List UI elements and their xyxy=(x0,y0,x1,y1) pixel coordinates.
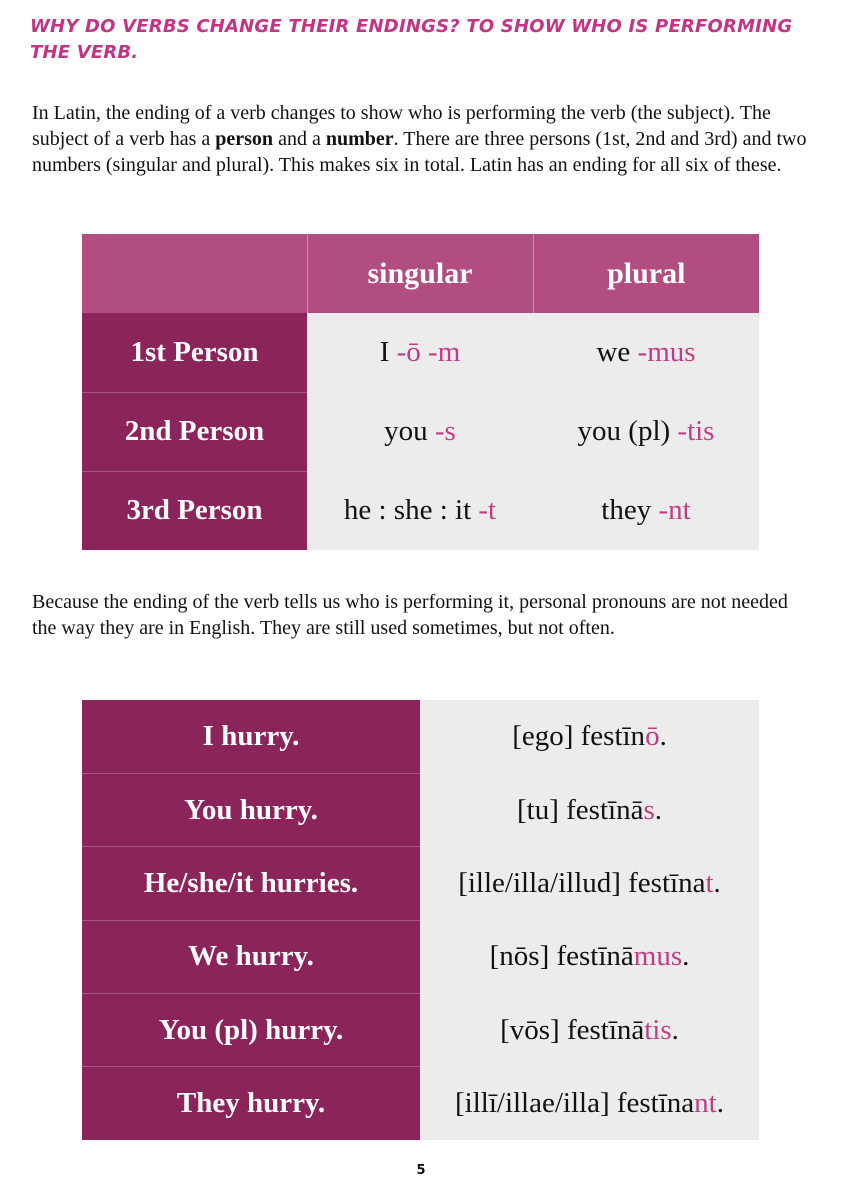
cell-1st-plural xyxy=(533,313,759,392)
cell-1st-singular xyxy=(307,313,533,392)
intro-paragraph xyxy=(32,100,812,178)
table-row xyxy=(82,847,759,920)
intro-text-2: and a xyxy=(273,128,326,150)
cell-3rd-singular xyxy=(307,471,533,550)
row-header-3rd-person: 3rd Person xyxy=(82,471,307,550)
latin-sentence xyxy=(420,847,759,920)
english-sentence: We hurry. xyxy=(82,920,420,993)
page-heading: WHY DO VERBS CHANGE THEIR ENDINGS? TO SHOW WHO IS PERFORMING THE VERB. xyxy=(30,16,793,63)
latin-ending: s xyxy=(643,793,655,826)
pronoun-text: you xyxy=(384,415,435,447)
ending-text: -t xyxy=(478,494,497,526)
english-sentence: They hurry. xyxy=(82,1067,420,1140)
latin-sentence xyxy=(420,994,759,1067)
pronoun-text: they xyxy=(601,494,659,526)
row-header-2nd-person: 2nd Person xyxy=(82,392,307,471)
english-sentence: You (pl) hurry. xyxy=(82,994,420,1067)
row-header-1st-person: 1st Person xyxy=(82,313,307,392)
examples-table xyxy=(82,700,759,1140)
table-row xyxy=(82,920,759,993)
latin-punct: . xyxy=(659,720,667,753)
ending-text: -ō -m xyxy=(396,336,461,368)
table-row xyxy=(82,313,759,392)
latin-stem: [ego] festīn xyxy=(512,720,646,753)
latin-punct: . xyxy=(654,793,662,826)
english-sentence: He/she/it hurries. xyxy=(82,847,420,920)
latin-sentence xyxy=(420,700,759,773)
latin-stem: [illī/illae/illa] festīna xyxy=(455,1087,695,1120)
table-row xyxy=(82,773,759,846)
latin-sentence xyxy=(420,773,759,846)
latin-ending: mus xyxy=(633,940,683,973)
latin-sentence xyxy=(420,1067,759,1140)
pronoun-text: I xyxy=(379,336,397,368)
latin-punct: . xyxy=(713,866,721,899)
latin-ending: nt xyxy=(694,1087,717,1120)
latin-stem: [ille/illa/illud] festīna xyxy=(458,866,706,899)
english-sentence: You hurry. xyxy=(82,773,420,846)
intro-bold-person: person xyxy=(215,128,274,150)
latin-ending: t xyxy=(705,866,714,899)
header-corner xyxy=(82,234,307,313)
table-row xyxy=(82,700,759,773)
ending-text: -s xyxy=(434,415,456,447)
table-header-row xyxy=(82,234,759,313)
header-singular: singular xyxy=(307,234,533,313)
latin-punct: . xyxy=(716,1087,724,1120)
verb-endings-table xyxy=(82,234,759,550)
cell-2nd-plural xyxy=(533,392,759,471)
latin-stem: [tu] festīnā xyxy=(517,793,644,826)
english-sentence: I hurry. xyxy=(82,700,420,773)
pronouns-paragraph: Because the ending of the verb tells us who is performing it, personal pronouns are not needed the way they are in English. They are still used sometimes, but not often. xyxy=(32,591,788,639)
ending-text: -tis xyxy=(677,415,715,447)
table-row xyxy=(82,392,759,471)
table-row xyxy=(82,471,759,550)
intro-text-3: . There are three persons (1st, 2nd and 3rd) and two numbers (singular and plural). This makes six in total. Latin has an ending for all six of these. xyxy=(32,128,807,176)
latin-ending: tis xyxy=(644,1013,672,1046)
ending-text: -nt xyxy=(658,494,691,526)
intro-bold-number: number xyxy=(325,128,394,150)
table-row xyxy=(82,994,759,1067)
page-number: 5 xyxy=(416,1163,426,1178)
intro-text-1: In Latin, the ending of a verb changes to show who is performing the verb (the subject). The subject of a verb has a xyxy=(32,102,771,150)
latin-sentence xyxy=(420,920,759,993)
cell-3rd-plural xyxy=(533,471,759,550)
latin-stem: [nōs] festīnā xyxy=(489,940,634,973)
pronoun-text: we xyxy=(596,336,638,368)
pronoun-text: he : she : it xyxy=(343,494,479,526)
pronoun-text: you (pl) xyxy=(577,415,678,447)
latin-ending: ō xyxy=(645,720,660,753)
ending-text: -mus xyxy=(637,336,696,368)
latin-stem: [vōs] festīnā xyxy=(500,1013,645,1046)
header-plural: plural xyxy=(533,234,759,313)
table-row xyxy=(82,1067,759,1140)
latin-punct: . xyxy=(671,1013,679,1046)
cell-2nd-singular xyxy=(307,392,533,471)
latin-punct: . xyxy=(682,940,690,973)
